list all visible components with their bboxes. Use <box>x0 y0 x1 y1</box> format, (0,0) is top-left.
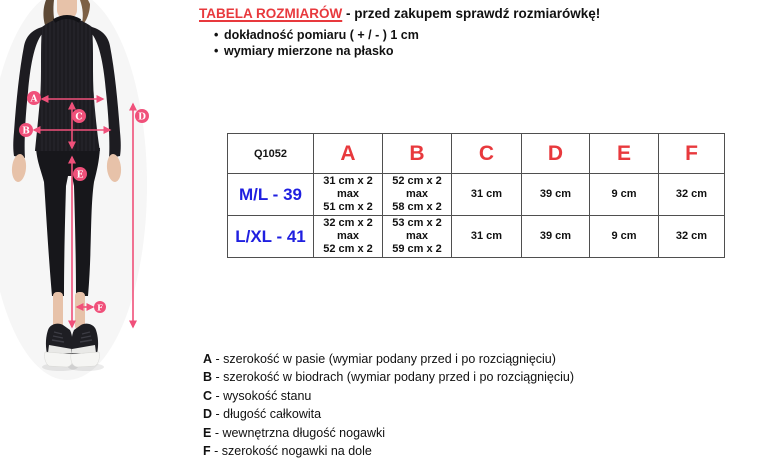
legend-item-e: E - wewnętrzna długość nogawki <box>203 425 386 440</box>
svg-text:B: B <box>22 126 30 137</box>
measurement-cell-a: 31 cm x 2 max 51 cm x 2 <box>314 174 383 216</box>
size-row <box>228 216 725 258</box>
column-header-c: C <box>452 134 522 174</box>
legend-item-b: B - szerokość w biodrach (wymiar podany przed i po rozciągnięciu) <box>203 370 574 385</box>
note-item: • dokładność pomiaru ( + / - ) 1 cm <box>214 28 764 44</box>
marker-badge-a <box>27 91 41 105</box>
marker-badge-b <box>19 123 33 137</box>
svg-text:D: D <box>138 112 146 123</box>
product-model-photo <box>0 0 195 380</box>
marker-badge-f <box>94 301 106 313</box>
legend-item-c: C - wysokość stanu <box>203 388 312 403</box>
size-label: M/L - 39 <box>228 174 314 216</box>
measurement-notes <box>214 28 764 59</box>
column-header-a: A <box>314 134 383 174</box>
svg-text:A: A <box>30 94 38 105</box>
column-header-f: F <box>659 134 725 174</box>
page-title-suffix: - przed zakupem sprawdź rozmiarówkę! <box>342 6 601 21</box>
svg-text:F: F <box>97 302 103 313</box>
column-header-d: D <box>522 134 590 174</box>
column-header-b: B <box>383 134 452 174</box>
measurement-cell-b: 52 cm x 2 max 58 cm x 2 <box>383 174 452 216</box>
size-guide-header <box>199 5 764 59</box>
product-code-cell: Q1052 <box>228 134 314 174</box>
legend-list <box>203 350 574 460</box>
measurement-cell-d: 39 cm <box>522 174 590 216</box>
legend-item-a: A - szerokość w pasie (wymiar podany przed i po rozciągnięciu) <box>203 352 556 366</box>
measurement-cell-e: 9 cm <box>590 216 659 258</box>
measurement-cell-f: 32 cm <box>659 174 725 216</box>
page-title <box>199 5 764 22</box>
size-table-header-row <box>228 134 725 174</box>
svg-text:C: C <box>75 112 83 123</box>
marker-badge-d <box>135 109 149 123</box>
marker-badge-c <box>72 109 86 123</box>
measurement-cell-c: 31 cm <box>452 216 522 258</box>
size-table <box>227 133 725 258</box>
svg-text:E: E <box>76 170 84 181</box>
measurement-cell-a: 32 cm x 2 max 52 cm x 2 <box>314 216 383 258</box>
legend-item-d: D - długość całkowita <box>203 407 322 422</box>
size-row <box>228 174 725 216</box>
measurement-cell-e: 9 cm <box>590 174 659 216</box>
measurement-cell-c: 31 cm <box>452 174 522 216</box>
measurement-cell-b: 53 cm x 2 max 59 cm x 2 <box>383 216 452 258</box>
legend-item-f: F - szerokość nogawki na dole <box>203 444 372 459</box>
column-header-e: E <box>590 134 659 174</box>
measurement-cell-d: 39 cm <box>522 216 590 258</box>
page-title-highlight: TABELA ROZMIARÓW <box>199 6 343 21</box>
measurement-cell-f: 32 cm <box>659 216 725 258</box>
size-label: L/XL - 41 <box>228 216 314 258</box>
product-model-figure <box>0 0 195 380</box>
marker-badge-e <box>73 167 87 181</box>
note-item: • wymiary mierzone na płasko <box>214 44 764 60</box>
